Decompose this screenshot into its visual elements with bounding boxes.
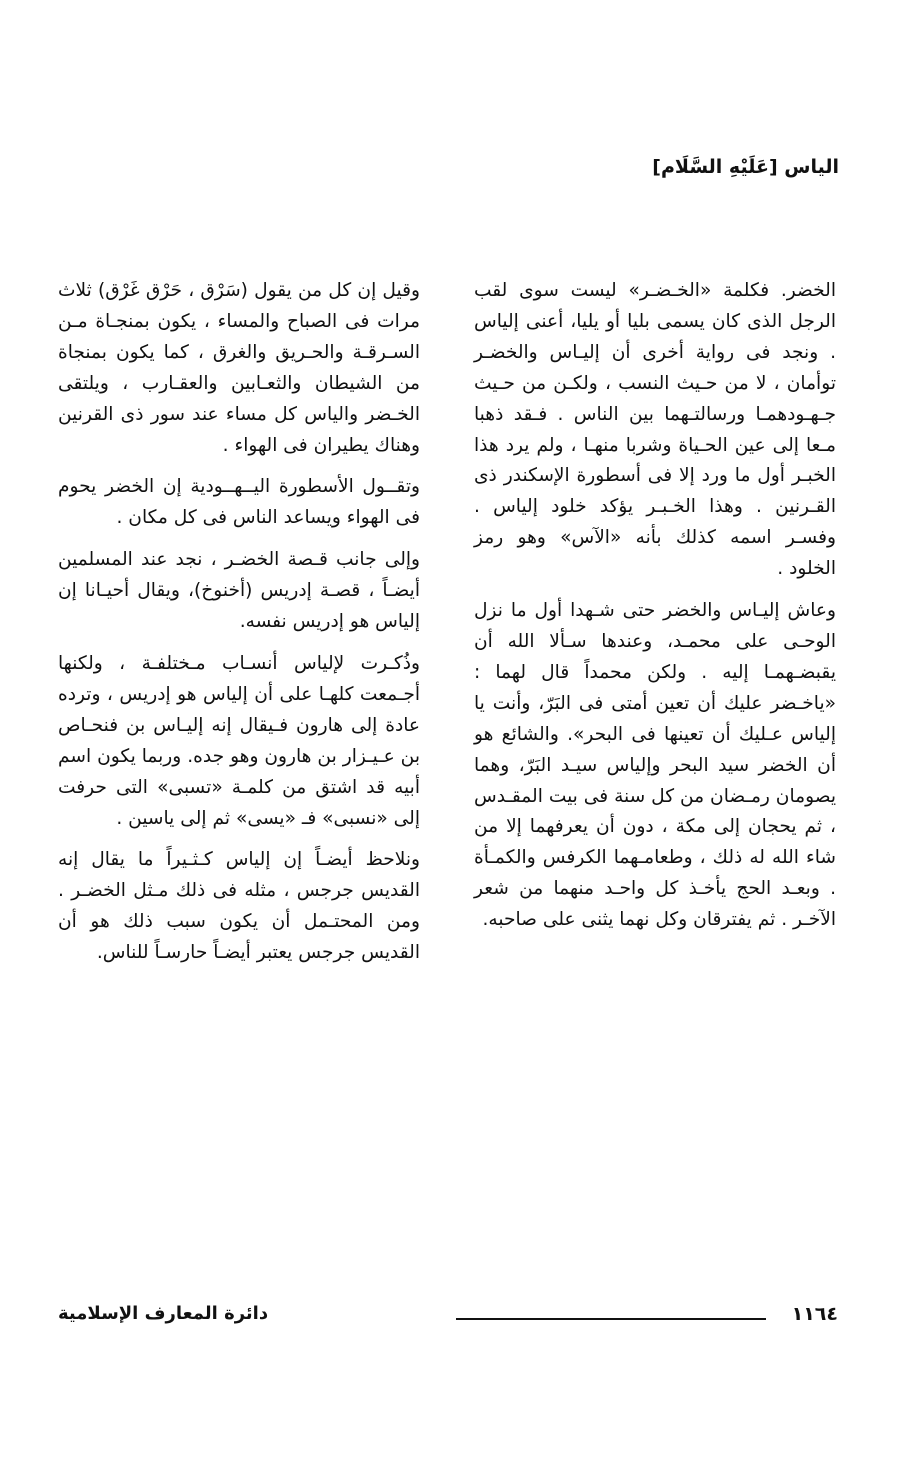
header-title: الياس [عَلَيْهِ السَّلَام] — [652, 156, 839, 178]
paragraph: وإلى جانب قـصة الخضـر ، نجد عند المسلمين أيضـاً ، قصـة إدريس (أخنوخ)، ويقال أحيـانا إن إلياس هو إدريس نفسه. — [58, 549, 420, 633]
running-header — [652, 156, 839, 178]
page-number: ١١٦٤ — [791, 1303, 838, 1325]
paragraph: الخضر. فكلمة «الخـضـر» ليست سوى لقب الرجل الذى كان يسمى بليا أو يليا، أعنى إلياس . ونجد فى رواية أخرى أن إليـاس والخضـر توأمان ، لا من حـيث النسب ، ولكـن من حـيث جـهـودهمـا ورسالتـهما بين الناس . فـقد ذهبا مـعا إلى عين الحـياة وشربا منهـا ، ولم يرد هذا الخبـر أول ما ورد إلا فى أسطورة الإسكندر ذى القـرنين . وهذا الخـبـر يؤكد خلود إلياس . وفسـر اسمه كذلك بأنه «الآس» وهو رمز الخلود . — [474, 280, 836, 580]
page-footer — [58, 1303, 838, 1337]
right-column — [474, 276, 836, 947]
paragraph: وقيل إن كل من يقول (سَرْق ، حَرْق غَرْق) ثلاث مرات فى الصباح والمساء ، يكون بمنجـاة مـن السـرقـة والحـريق والغرق ، كما يكون بمنجاة من الشيطان والثعـابين والعقـارب ، ويلتقى الخـضر والياس كل مساء عند سور ذى القرنين وهناك يطيران فى الهواء . — [58, 280, 420, 456]
paragraph: ونلاحظ أيضـاً إن إلياس كـثـيراً ما يقال إنه القديس جرجس ، مثله فى ذلك مـثل الخضـر . ومن المحتـمل أن يكون سبب ذلك هو أن القديس جرجس يعتبر أيضـاً حارسـاً للناس. — [58, 849, 420, 964]
paragraph: وذُكـرت لإلياس أنسـاب مـختلفـة ، ولكنها أجـمعت كلهـا على أن إلياس هو إدريس ، وترده عادة إلى هارون فـيقال إنه إليـاس بن فنحـاص بن عـيـزار بن هارون وهو جده. وربما يكون اسم أبيه قد اشتق من كلمـة «تسبى» التى حرفت إلى «نسبى» فـ «يسى» ثم إلى ياسين . — [58, 652, 420, 829]
left-column — [58, 276, 420, 980]
paragraph: وتقــول الأسطورة اليــهــودية إن الخضر يحوم فى الهواء ويساعد الناس فى كل مكان . — [58, 476, 420, 529]
footer-divider — [456, 1318, 766, 1320]
publication-title: دائرة المعارف الإسلامية — [58, 1303, 269, 1324]
paragraph: وعاش إليـاس والخضر حتى شـهدا أول ما نزل الوحـى على محمـد، وعندها سـألا الله أن يقبضـهمـا إليه . ولكن محمداً قال لهما : «ياخـضر عليك أن تعين أمتى فى البَرّ، وأنت يا إلياس عـليك أن تعينها فى البحر». والشائع هو أن الخضر سيد البحر وإلياس سيـد البَرّ، وهما يصومان رمـضان من كل سنة فى بيت المقـدس ، ثم يحجان إلى مكة ، دون أن يعرفهما إلا من شاء الله له ذلك ، وطعامـهما الكرفس والكمـأة . وبعـد الحج يأخـذ كل واحـد منهما من شعر الآخـر . ثم يفترقان وكل نهما يثنى على صاحبه. — [474, 600, 836, 931]
